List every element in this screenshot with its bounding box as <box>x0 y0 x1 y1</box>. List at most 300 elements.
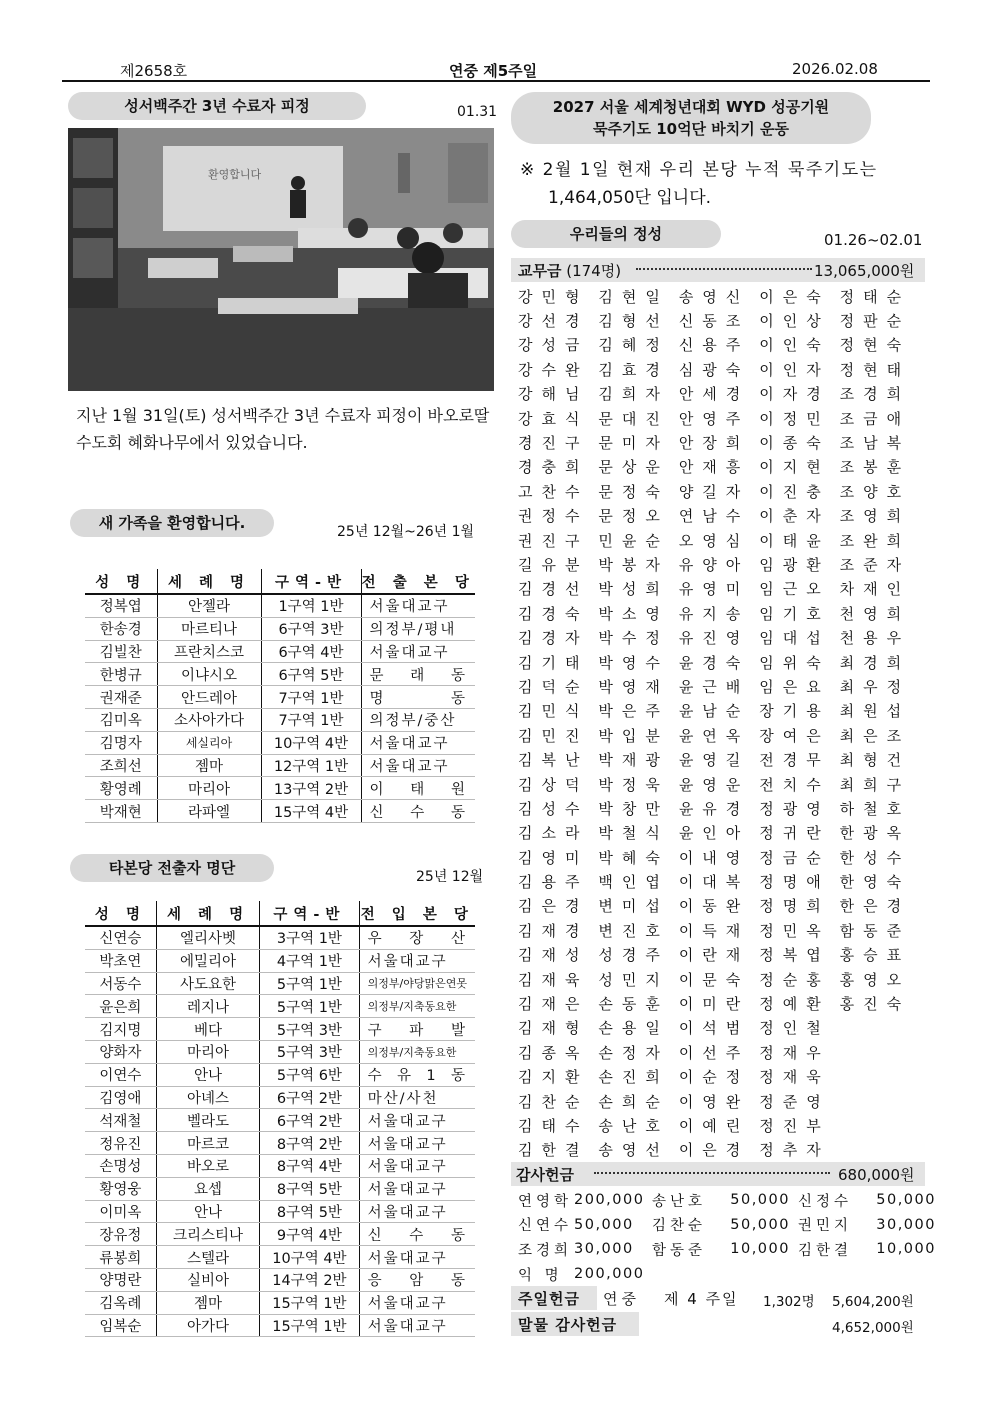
donor-name: 정판순 <box>839 312 911 331</box>
donor-name: 이은경 <box>678 1141 750 1160</box>
table-row <box>85 708 475 731</box>
donor-name: 유영미 <box>678 580 750 599</box>
thanks-donor-amount: 50,000 <box>730 1216 790 1233</box>
donor-name: 박창만 <box>598 799 669 818</box>
donor-name: 안세경 <box>678 385 750 404</box>
dues-name-row <box>518 382 920 406</box>
cell-name: 김옥례 <box>85 1291 156 1314</box>
sunday-season: 연중 <box>603 1290 640 1308</box>
dues-name-row <box>518 1138 920 1162</box>
donor-name: 김희자 <box>598 385 669 404</box>
donor-name: 임기호 <box>759 604 830 623</box>
donor-name: 이태윤 <box>759 531 830 550</box>
transfer-out-period: 25년 12월 <box>416 869 484 885</box>
donor-name: 최형건 <box>839 751 911 770</box>
table-row <box>85 1063 475 1086</box>
donor-name: 천용우 <box>839 629 911 648</box>
table-header-row <box>85 569 475 594</box>
cell-name: 손명성 <box>85 1154 156 1177</box>
retreat-caption: 지난 1월 31일(토) 성서백주간 3년 수료자 피정이 바오로딸 수도회 혜화나무에서 있었습니다. <box>76 406 490 452</box>
dues-name-row <box>518 723 920 747</box>
thanks-row <box>518 1188 944 1213</box>
cell-parish: 의정부/지축동요한 <box>359 1040 475 1063</box>
donor-name: 김성수 <box>518 799 589 818</box>
donor-name: 김혜정 <box>598 336 669 355</box>
new-family-title: 새 가족을 환영합니다. <box>70 509 274 537</box>
donor-name: 윤영길 <box>678 751 750 770</box>
donor-name: 성경주 <box>598 946 669 965</box>
donor-name: 조준자 <box>839 555 911 574</box>
cell-district: 15구역 1반 <box>260 1291 359 1314</box>
table-row <box>85 594 475 617</box>
cell-name: 김빌찬 <box>85 640 157 663</box>
thanks-donor-amount: 200,000 <box>574 1266 645 1283</box>
cell-baptismal-name: 젬마 <box>156 1291 259 1314</box>
liturgical-week: 연중 제5주일 <box>449 62 538 80</box>
donor-name: 전치수 <box>759 775 830 794</box>
donor-name: 홍진숙 <box>839 995 911 1014</box>
dues-name-row <box>518 455 920 479</box>
donor-name: 이대복 <box>678 873 750 892</box>
donor-name: 이지현 <box>759 458 830 477</box>
donor-name: 이춘자 <box>759 507 830 526</box>
donor-name: 최희구 <box>839 775 911 794</box>
donor-name: 한광옥 <box>839 824 911 843</box>
donor-name: 김영미 <box>518 848 589 867</box>
donor-name: 김종옥 <box>518 1043 589 1062</box>
donor-name: 김한결 <box>518 1141 589 1160</box>
cell-parish: 서울대교구 <box>359 1154 475 1177</box>
donor-name: 정재우 <box>759 1043 830 1062</box>
donor-name: 손동훈 <box>598 995 669 1014</box>
donor-name: 전경무 <box>759 751 830 770</box>
donor-name: 이정민 <box>759 409 830 428</box>
monthend-label: 말물 감사헌금 <box>518 1316 618 1334</box>
donor-name: 임대섭 <box>759 629 830 648</box>
donor-name: 차재인 <box>839 580 911 599</box>
donor-name: 정인철 <box>759 1019 830 1038</box>
cell-baptismal-name: 요셉 <box>156 1177 259 1200</box>
dues-name-row <box>518 625 920 649</box>
donor-name: 윤경숙 <box>678 653 750 672</box>
donor-name: 김상덕 <box>518 775 589 794</box>
cell-district: 7구역 1반 <box>261 686 361 709</box>
cell-district: 6구역 5반 <box>261 663 361 686</box>
donor-name: 박은주 <box>598 702 669 721</box>
donor-name: 정순홍 <box>759 970 830 989</box>
donor-name: 손용일 <box>598 1019 669 1038</box>
donor-name: 오영심 <box>678 531 750 550</box>
new-family-table <box>85 569 475 823</box>
donor-name: 윤남순 <box>678 702 750 721</box>
cell-name: 석재철 <box>85 1109 156 1132</box>
cell-baptismal-name: 마르티나 <box>157 617 261 640</box>
rosary-notice-line1: ※ 2월 1일 현재 우리 본당 누적 묵주기도는 <box>520 160 878 180</box>
table-row <box>85 754 475 777</box>
cell-name: 임복순 <box>85 1314 156 1337</box>
cell-district: 4구역 1반 <box>260 949 359 972</box>
dues-name-row <box>518 308 920 332</box>
issue-number: 제2658호 <box>120 62 188 80</box>
cell-baptismal-name: 이냐시오 <box>157 663 261 686</box>
table-row <box>85 995 475 1018</box>
donor-name: 연남수 <box>678 507 750 526</box>
donor-name: 정진부 <box>759 1116 830 1135</box>
cell-name: 박재현 <box>85 800 157 823</box>
donor-name: 권진구 <box>518 531 589 550</box>
donor-name: 정민옥 <box>759 921 830 940</box>
cell-baptismal-name: 바오로 <box>156 1154 259 1177</box>
cell-name: 신연승 <box>85 926 156 949</box>
donor-name: 유양아 <box>678 555 750 574</box>
donor-name: 임은요 <box>759 677 830 696</box>
donor-name: 정재욱 <box>759 1068 830 1087</box>
transfer-out-table <box>85 901 475 1337</box>
donor-name: 한성수 <box>839 848 911 867</box>
issue-date: 2026.02.08 <box>792 60 878 78</box>
donor-name: 조경희 <box>839 385 911 404</box>
dues-name-row <box>518 504 920 528</box>
cell-district: 6구역 4반 <box>261 640 361 663</box>
new-family-period: 25년 12월~26년 1월 <box>337 524 475 540</box>
table-row <box>85 1154 475 1177</box>
donor-name: 윤인아 <box>678 824 750 843</box>
thanks-donor-amount: 30,000 <box>876 1216 936 1233</box>
thanks-donor-name: 조경희 <box>518 1242 573 1259</box>
donor-name: 손희순 <box>598 1092 669 1111</box>
cell-district: 5구역 1반 <box>260 972 359 995</box>
cell-name: 권재준 <box>85 686 157 709</box>
donor-name: 장여은 <box>759 726 830 745</box>
donor-name: 이득재 <box>678 921 750 940</box>
bible-week-title: 성서백주간 3년 수료자 피정 <box>68 92 366 120</box>
cell-parish: 서울대교구 <box>359 1132 475 1155</box>
donor-name: 이진충 <box>759 482 830 501</box>
donor-name: 김경선 <box>518 580 589 599</box>
donor-name: 백인엽 <box>598 873 669 892</box>
thanks-leader-dots <box>594 1172 830 1174</box>
donor-name: 조완희 <box>839 531 911 550</box>
donor-name: 임위숙 <box>759 653 830 672</box>
thanks-donor-name: 연영학 <box>518 1193 573 1210</box>
donor-name: 문상운 <box>598 458 669 477</box>
cell-name: 윤은희 <box>85 995 156 1018</box>
dues-name-row <box>518 333 920 357</box>
cell-baptismal-name: 에밀리아 <box>156 949 259 972</box>
donor-name: 문대진 <box>598 409 669 428</box>
donor-name: 윤영운 <box>678 775 750 794</box>
thanks-donor-name: 익 명 <box>518 1267 563 1284</box>
table-row <box>85 926 475 949</box>
donor-name: 변진호 <box>598 921 669 940</box>
cell-baptismal-name: 안나 <box>156 1200 259 1223</box>
donor-name: 정복엽 <box>759 946 830 965</box>
cell-parish: 서울대교구 <box>359 1314 475 1337</box>
cell-parish: 응 암 동 <box>359 1268 475 1291</box>
cell-name: 김명자 <box>85 731 157 754</box>
donor-name: 김덕순 <box>518 677 589 696</box>
cell-parish: 서울대교구 <box>361 731 475 754</box>
column-header-name: 성 명 <box>85 901 156 926</box>
donor-name: 정추자 <box>759 1141 830 1160</box>
donor-name: 김재경 <box>518 921 589 940</box>
cell-district: 8구역 5반 <box>260 1177 359 1200</box>
dues-name-row <box>518 650 920 674</box>
table-row <box>85 663 475 686</box>
cell-district: 15구역 1반 <box>260 1314 359 1337</box>
donor-name: 박영수 <box>598 653 669 672</box>
thanks-row <box>518 1262 944 1287</box>
cell-parish: 서울대교구 <box>359 949 475 972</box>
donor-name: 조금애 <box>839 409 911 428</box>
donor-name: 홍승표 <box>839 946 911 965</box>
donor-name: 정현숙 <box>839 336 911 355</box>
donor-name: 강민형 <box>518 287 589 306</box>
cell-district: 12구역 1반 <box>261 754 361 777</box>
offerings-period: 01.26~02.01 <box>824 231 923 249</box>
donor-name: 정금순 <box>759 848 830 867</box>
cell-baptismal-name: 아가다 <box>156 1314 259 1337</box>
cell-name: 정유진 <box>85 1132 156 1155</box>
cell-parish: 서울대교구 <box>361 754 475 777</box>
thanks-donor-name: 권민지 <box>798 1218 853 1235</box>
bible-week-date: 01.31 <box>457 104 498 120</box>
dues-names-grid <box>518 284 920 1162</box>
cell-baptismal-name: 안나 <box>156 1063 259 1086</box>
dues-name-row <box>518 821 920 845</box>
cell-district: 6구역 3반 <box>261 617 361 640</box>
thanks-row <box>518 1237 944 1262</box>
dues-name-row <box>518 1113 920 1137</box>
donor-name: 김지환 <box>518 1068 589 1087</box>
cell-parish: 마산/사천 <box>359 1086 475 1109</box>
donor-name: 이선주 <box>678 1043 750 1062</box>
thanks-donor-amount: 50,000 <box>730 1192 790 1209</box>
retreat-photo <box>68 128 494 391</box>
cell-baptismal-name: 실비아 <box>156 1268 259 1291</box>
column-header-name: 성 명 <box>85 569 157 594</box>
dues-name-row <box>518 1065 920 1089</box>
retreat-photo-illustration <box>68 128 494 391</box>
donor-name: 이석범 <box>678 1019 750 1038</box>
cell-district: 14구역 2반 <box>260 1268 359 1291</box>
cell-parish: 서울대교구 <box>359 1177 475 1200</box>
cell-baptismal-name: 사도요한 <box>156 972 259 995</box>
donor-name: 김형선 <box>598 312 669 331</box>
donor-name: 박재광 <box>598 751 669 770</box>
donor-name: 문미자 <box>598 434 669 453</box>
cell-parish: 우 장 산 <box>359 926 475 949</box>
cell-district: 8구역 4반 <box>260 1154 359 1177</box>
table-row <box>85 1018 475 1041</box>
cell-parish: 명 동 <box>361 686 475 709</box>
dues-name-row <box>518 284 920 308</box>
donor-name: 최우정 <box>839 677 911 696</box>
table-header-row <box>85 901 475 926</box>
thanks-donor-amount: 10,000 <box>730 1241 790 1258</box>
donor-name: 김소라 <box>518 824 589 843</box>
donor-name: 송난호 <box>598 1116 669 1135</box>
cell-district: 8구역 2반 <box>260 1132 359 1155</box>
thanks-amount: 680,000원 <box>838 1166 915 1184</box>
donor-name: 유진영 <box>678 629 750 648</box>
cell-parish: 서울대교구 <box>361 640 475 663</box>
thanks-donor-amount: 10,000 <box>876 1241 936 1258</box>
thanks-donor-amount: 30,000 <box>574 1241 634 1258</box>
donor-name: 최경희 <box>839 653 911 672</box>
thanks-donor-name: 송난호 <box>652 1193 707 1210</box>
donor-name: 박영재 <box>598 677 669 696</box>
donor-name: 신동조 <box>678 312 750 331</box>
donor-name: 정현태 <box>839 360 911 379</box>
cell-name: 정복엽 <box>85 594 157 617</box>
column-header-previous-parish: 전 출 본 당 <box>361 569 475 594</box>
donor-name: 함동준 <box>839 921 911 940</box>
donor-name: 박성희 <box>598 580 669 599</box>
donor-name: 강해님 <box>518 385 589 404</box>
cell-parish: 신 수 동 <box>359 1223 475 1246</box>
header-rule <box>62 80 930 82</box>
cell-district: 5구역 1반 <box>260 995 359 1018</box>
cell-baptismal-name: 마리아 <box>157 777 261 800</box>
dues-name-row <box>518 699 920 723</box>
cell-baptismal-name: 벨라도 <box>156 1109 259 1132</box>
cell-name: 양화자 <box>85 1040 156 1063</box>
donor-name: 이자경 <box>759 385 830 404</box>
donor-name: 김효경 <box>598 360 669 379</box>
cell-parish: 수 유 1 동 <box>359 1063 475 1086</box>
donor-name: 민윤순 <box>598 531 669 550</box>
cell-parish: 이 태 원 <box>361 777 475 800</box>
donor-name: 조영희 <box>839 507 911 526</box>
dues-name-row <box>518 967 920 991</box>
thanks-donor-name: 함동준 <box>652 1242 707 1259</box>
thanks-donor-amount: 50,000 <box>574 1216 634 1233</box>
donor-name: 안재흥 <box>678 458 750 477</box>
donor-name: 강성금 <box>518 336 589 355</box>
cell-district: 13구역 2반 <box>261 777 361 800</box>
cell-district: 5구역 3반 <box>260 1018 359 1041</box>
wyd-title <box>511 92 871 144</box>
donor-name: 김재성 <box>518 946 589 965</box>
cell-district: 9구역 4반 <box>260 1223 359 1246</box>
donor-name: 홍영오 <box>839 970 911 989</box>
cell-baptismal-name: 안젤라 <box>157 594 261 617</box>
cell-district: 7구역 1반 <box>261 708 361 731</box>
donor-name: 이미란 <box>678 995 750 1014</box>
donor-name: 김경자 <box>518 629 589 648</box>
donor-name: 정태순 <box>839 287 911 306</box>
donor-name: 박소영 <box>598 604 669 623</box>
sunday-week: 제 4 주일 <box>664 1290 739 1308</box>
cell-baptismal-name: 안드레아 <box>157 686 261 709</box>
cell-name: 장유정 <box>85 1223 156 1246</box>
table-row <box>85 1200 475 1223</box>
donor-name: 김민진 <box>518 726 589 745</box>
donor-name: 경진구 <box>518 434 589 453</box>
dues-name-row <box>518 357 920 381</box>
table-row <box>85 731 475 754</box>
cell-name: 이연수 <box>85 1063 156 1086</box>
donor-name: 조봉훈 <box>839 458 911 477</box>
cell-parish: 서울대교구 <box>361 594 475 617</box>
cell-name: 한송경 <box>85 617 157 640</box>
cell-name: 김지명 <box>85 1018 156 1041</box>
cell-baptismal-name: 아녜스 <box>156 1086 259 1109</box>
donor-name: 변미섭 <box>598 897 669 916</box>
cell-parish: 신 수 동 <box>361 800 475 823</box>
donor-name: 이순정 <box>678 1068 750 1087</box>
dues-leader-dots <box>636 268 812 270</box>
sunday-amount: 5,604,200원 <box>832 1294 914 1310</box>
cell-name: 박초연 <box>85 949 156 972</box>
cell-district: 10구역 4반 <box>261 731 361 754</box>
table-row <box>85 800 475 823</box>
cell-baptismal-name: 마르코 <box>156 1132 259 1155</box>
table-row <box>85 1268 475 1291</box>
thanks-donor-name: 김찬순 <box>652 1218 707 1235</box>
cell-district: 5구역 6반 <box>260 1063 359 1086</box>
thanks-row <box>518 1213 944 1238</box>
column-header-new-parish: 전 입 본 당 <box>359 901 475 926</box>
cell-baptismal-name: 세실리아 <box>157 731 261 754</box>
donor-name: 김기태 <box>518 653 589 672</box>
cell-baptismal-name: 베다 <box>156 1018 259 1041</box>
dues-name-row <box>518 406 920 430</box>
sunday-label: 주일헌금 <box>518 1290 580 1308</box>
donor-name: 임광환 <box>759 555 830 574</box>
sunday-count: 1,302명 <box>763 1294 815 1310</box>
donor-name: 신용주 <box>678 336 750 355</box>
donor-name: 정명희 <box>759 897 830 916</box>
dues-amount: 13,065,000원 <box>814 262 915 280</box>
cell-parish: 구 파 발 <box>359 1018 475 1041</box>
dues-name-row <box>518 430 920 454</box>
column-header-district: 구역-반 <box>261 569 361 594</box>
table-row <box>85 777 475 800</box>
cell-parish: 서울대교구 <box>359 1246 475 1269</box>
dues-name-row <box>518 894 920 918</box>
cell-parish: 문 래 동 <box>361 663 475 686</box>
donor-name: 손정자 <box>598 1043 669 1062</box>
transfer-out-title: 타본당 전출자 명단 <box>70 854 274 882</box>
donor-name: 장기용 <box>759 702 830 721</box>
column-header-baptismal-name: 세 례 명 <box>157 569 261 594</box>
donor-name: 고찬수 <box>518 482 589 501</box>
donor-name: 김은경 <box>518 897 589 916</box>
donor-name: 강선경 <box>518 312 589 331</box>
donor-name: 권정수 <box>518 507 589 526</box>
donor-name: 강수완 <box>518 360 589 379</box>
dues-name-row <box>518 479 920 503</box>
donor-name: 정귀란 <box>759 824 830 843</box>
table-row <box>85 1040 475 1063</box>
donor-name: 박봉자 <box>598 555 669 574</box>
donor-name: 박혜숙 <box>598 848 669 867</box>
cell-parish: 서울대교구 <box>359 1200 475 1223</box>
table-row <box>85 1132 475 1155</box>
donor-name: 안장희 <box>678 434 750 453</box>
table-row <box>85 1223 475 1246</box>
cell-name: 한병규 <box>85 663 157 686</box>
cell-name: 이미옥 <box>85 1200 156 1223</box>
donor-name: 박수정 <box>598 629 669 648</box>
wyd-title-line2: 묵주기도 10억단 바치기 운동 <box>593 120 789 138</box>
donor-name: 송영선 <box>598 1141 669 1160</box>
donor-name: 김재은 <box>518 995 589 1014</box>
rosary-notice-line2: 1,464,050단 입니다. <box>548 188 712 208</box>
donor-name: 문정오 <box>598 507 669 526</box>
